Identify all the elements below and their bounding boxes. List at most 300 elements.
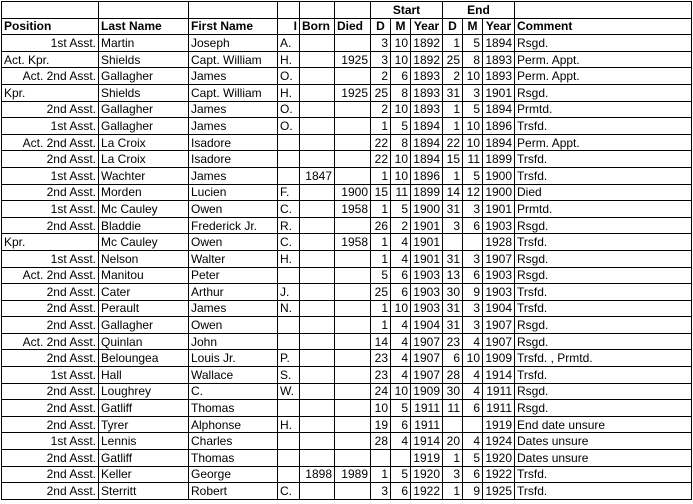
header-blank-cell <box>300 2 335 19</box>
start-month-cell: 10 <box>391 167 411 184</box>
start-day-cell: 25 <box>371 284 391 301</box>
start-day-cell: 5 <box>371 267 391 284</box>
comment-cell: Perm. Appt. <box>515 68 692 85</box>
last-name-cell: Wachter <box>99 167 189 184</box>
start-year-cell: 1904 <box>411 317 443 334</box>
end-day-cell: 1 <box>443 450 463 467</box>
last-name-cell: Mc Cauley <box>99 234 189 251</box>
end-day-cell <box>443 234 463 251</box>
table-row <box>2 201 692 218</box>
start-year-cell: 1894 <box>411 134 443 151</box>
comment-cell: Trsfd. <box>515 167 692 184</box>
end-day-cell: 20 <box>443 433 463 450</box>
last-name-cell: Nelson <box>99 250 189 267</box>
start-month-cell: 8 <box>391 84 411 101</box>
first-name-cell: Capt. William <box>189 51 278 68</box>
header-row <box>2 18 692 35</box>
start-month-cell: 5 <box>391 118 411 135</box>
start-day-cell: 14 <box>371 333 391 350</box>
start-day-cell: 1 <box>371 167 391 184</box>
comment-cell: Rsgd. <box>515 267 692 284</box>
initial-cell: C. <box>278 201 300 218</box>
comment-cell: Prmtd. <box>515 101 692 118</box>
end-year-cell: 1900 <box>483 184 515 201</box>
table-row <box>2 433 692 450</box>
comment-cell: End date unsure <box>515 416 692 433</box>
position-cell: 1st Asst. <box>2 35 99 52</box>
first-name-cell: Robert <box>189 483 278 500</box>
comment-cell: Prmtd. <box>515 201 692 218</box>
table-row <box>2 317 692 334</box>
end-day-cell: 14 <box>443 184 463 201</box>
start-month-header: M <box>391 18 411 35</box>
start-month-cell: 5 <box>391 466 411 483</box>
died-cell <box>335 217 371 234</box>
start-year-cell: 1893 <box>411 101 443 118</box>
died-cell <box>335 433 371 450</box>
start-month-cell: 4 <box>391 250 411 267</box>
end-month-cell: 8 <box>463 51 483 68</box>
died-header: Died <box>335 18 371 35</box>
header-blank-cell <box>278 2 300 19</box>
born-cell <box>300 333 335 350</box>
born-cell <box>300 201 335 218</box>
end-group-header: End <box>443 2 515 19</box>
position-cell: Act. Kpr. <box>2 51 99 68</box>
initial-cell: C. <box>278 234 300 251</box>
end-year-cell: 1911 <box>483 383 515 400</box>
comment-cell: Trsfd. <box>515 367 692 384</box>
end-year-cell: 1903 <box>483 284 515 301</box>
start-day-cell: 24 <box>371 383 391 400</box>
end-year-cell: 1914 <box>483 367 515 384</box>
table-row <box>2 250 692 267</box>
table-row <box>2 217 692 234</box>
table-row <box>2 383 692 400</box>
first-name-cell: James <box>189 300 278 317</box>
died-cell <box>335 267 371 284</box>
position-cell: 2nd Asst. <box>2 217 99 234</box>
start-year-cell: 1896 <box>411 167 443 184</box>
end-year-cell: 1911 <box>483 400 515 417</box>
last-name-cell: Hall <box>99 367 189 384</box>
end-year-cell: 1928 <box>483 234 515 251</box>
end-month-cell: 3 <box>463 300 483 317</box>
start-year-cell: 1894 <box>411 118 443 135</box>
table-row <box>2 367 692 384</box>
position-cell: 1st Asst. <box>2 118 99 135</box>
end-month-cell: 4 <box>463 367 483 384</box>
end-day-cell: 1 <box>443 118 463 135</box>
header-blank-cell <box>515 2 692 19</box>
end-day-cell: 15 <box>443 151 463 168</box>
first-name-cell: Louis Jr. <box>189 350 278 367</box>
end-year-cell: 1907 <box>483 250 515 267</box>
start-day-cell: 19 <box>371 416 391 433</box>
died-cell: 1925 <box>335 51 371 68</box>
position-cell: 1st Asst. <box>2 250 99 267</box>
end-day-header: D <box>443 18 463 35</box>
start-year-cell: 1922 <box>411 483 443 500</box>
position-cell: 2nd Asst. <box>2 300 99 317</box>
end-year-cell: 1919 <box>483 416 515 433</box>
end-month-cell: 12 <box>463 184 483 201</box>
table-header <box>2 2 692 35</box>
start-year-cell: 1894 <box>411 151 443 168</box>
died-cell: 1925 <box>335 84 371 101</box>
last-name-cell: Tyrer <box>99 416 189 433</box>
last-name-cell: Gatliff <box>99 400 189 417</box>
last-name-header: Last Name <box>99 18 189 35</box>
first-name-cell: Capt. William <box>189 84 278 101</box>
end-day-cell: 25 <box>443 51 463 68</box>
end-month-cell: 6 <box>463 466 483 483</box>
end-month-cell: 9 <box>463 483 483 500</box>
died-cell <box>335 483 371 500</box>
start-day-cell: 23 <box>371 350 391 367</box>
position-cell: 2nd Asst. <box>2 101 99 118</box>
first-name-cell: Wallace <box>189 367 278 384</box>
comment-cell: Trsfd. <box>515 234 692 251</box>
last-name-cell: La Croix <box>99 151 189 168</box>
start-year-cell: 1907 <box>411 333 443 350</box>
initial-cell: O. <box>278 101 300 118</box>
start-month-cell: 10 <box>391 35 411 52</box>
first-name-cell: Walter <box>189 250 278 267</box>
end-year-cell: 1899 <box>483 151 515 168</box>
start-year-cell: 1901 <box>411 250 443 267</box>
table-row <box>2 400 692 417</box>
end-month-cell <box>463 234 483 251</box>
first-name-cell: Owen <box>189 201 278 218</box>
start-month-cell: 2 <box>391 217 411 234</box>
died-cell <box>335 400 371 417</box>
first-name-cell: Owen <box>189 317 278 334</box>
end-day-cell: 31 <box>443 300 463 317</box>
end-month-cell: 10 <box>463 68 483 85</box>
start-month-cell: 10 <box>391 101 411 118</box>
start-month-cell: 4 <box>391 333 411 350</box>
comment-cell: Rsgd. <box>515 84 692 101</box>
end-month-cell <box>463 416 483 433</box>
position-cell: 2nd Asst. <box>2 350 99 367</box>
died-cell <box>335 101 371 118</box>
start-day-cell: 1 <box>371 250 391 267</box>
table-row <box>2 101 692 118</box>
end-day-cell: 6 <box>443 350 463 367</box>
position-cell: Act. 2nd Asst. <box>2 68 99 85</box>
last-name-cell: Martin <box>99 35 189 52</box>
end-day-cell: 28 <box>443 367 463 384</box>
first-name-cell: Arthur <box>189 284 278 301</box>
first-name-cell: Thomas <box>189 450 278 467</box>
born-cell <box>300 433 335 450</box>
initial-cell <box>278 450 300 467</box>
position-cell: 2nd Asst. <box>2 466 99 483</box>
died-cell <box>335 300 371 317</box>
initial-cell: N. <box>278 300 300 317</box>
start-month-cell: 4 <box>391 433 411 450</box>
table-row <box>2 184 692 201</box>
first-name-cell: James <box>189 167 278 184</box>
end-month-cell: 3 <box>463 201 483 218</box>
last-name-cell: Beloungea <box>99 350 189 367</box>
start-day-header: D <box>371 18 391 35</box>
died-cell <box>335 416 371 433</box>
comment-cell: Died <box>515 184 692 201</box>
first-name-cell: Isadore <box>189 134 278 151</box>
end-month-cell: 5 <box>463 450 483 467</box>
last-name-cell: Keller <box>99 466 189 483</box>
end-day-cell: 30 <box>443 383 463 400</box>
position-cell: 2nd Asst. <box>2 400 99 417</box>
last-name-cell: Gallagher <box>99 118 189 135</box>
end-month-cell: 5 <box>463 101 483 118</box>
last-name-cell: Gallagher <box>99 317 189 334</box>
comment-cell: Rsgd. <box>515 400 692 417</box>
start-month-cell: 5 <box>391 400 411 417</box>
start-month-cell: 6 <box>391 267 411 284</box>
end-month-cell: 5 <box>463 35 483 52</box>
comment-cell: Rsgd. <box>515 383 692 400</box>
table-row <box>2 118 692 135</box>
initial-cell: P. <box>278 350 300 367</box>
died-cell <box>335 167 371 184</box>
position-cell: Kpr. <box>2 234 99 251</box>
first-name-cell: Joseph <box>189 35 278 52</box>
end-day-cell: 13 <box>443 267 463 284</box>
last-name-cell: Morden <box>99 184 189 201</box>
header-blank-cell <box>335 2 371 19</box>
position-cell: 1st Asst. <box>2 433 99 450</box>
start-year-cell: 1909 <box>411 383 443 400</box>
born-cell <box>300 217 335 234</box>
born-cell <box>300 483 335 500</box>
comment-cell: Rsgd. <box>515 35 692 52</box>
end-day-cell: 2 <box>443 68 463 85</box>
initial-cell: H. <box>278 51 300 68</box>
header-blank-cell <box>2 2 99 19</box>
initial-cell: J. <box>278 284 300 301</box>
first-name-cell: Alphonse <box>189 416 278 433</box>
start-day-cell: 15 <box>371 184 391 201</box>
end-month-header: M <box>463 18 483 35</box>
initial-cell: A. <box>278 35 300 52</box>
position-cell: 1st Asst. <box>2 167 99 184</box>
first-name-cell: Thomas <box>189 400 278 417</box>
end-year-cell: 1903 <box>483 267 515 284</box>
end-month-cell: 9 <box>463 284 483 301</box>
start-day-cell: 28 <box>371 433 391 450</box>
initial-cell <box>278 466 300 483</box>
start-day-cell: 22 <box>371 134 391 151</box>
died-cell <box>335 367 371 384</box>
table-row <box>2 151 692 168</box>
start-year-cell: 1903 <box>411 300 443 317</box>
start-day-cell: 22 <box>371 151 391 168</box>
initial-cell: H. <box>278 416 300 433</box>
table-row <box>2 51 692 68</box>
start-day-cell: 1 <box>371 118 391 135</box>
comment-cell: Trsfd. <box>515 151 692 168</box>
start-day-cell: 1 <box>371 234 391 251</box>
position-cell: 1st Asst. <box>2 367 99 384</box>
end-month-cell: 10 <box>463 134 483 151</box>
start-day-cell: 25 <box>371 84 391 101</box>
end-year-cell: 1893 <box>483 68 515 85</box>
end-day-cell: 1 <box>443 167 463 184</box>
start-year-cell: 1901 <box>411 217 443 234</box>
last-name-cell: Sterritt <box>99 483 189 500</box>
first-name-cell: Owen <box>189 234 278 251</box>
died-cell <box>335 68 371 85</box>
table-row <box>2 68 692 85</box>
end-month-cell: 4 <box>463 383 483 400</box>
start-year-cell: 1919 <box>411 450 443 467</box>
born-cell <box>300 35 335 52</box>
born-cell <box>300 51 335 68</box>
header-blank-cell <box>189 2 278 19</box>
start-year-cell: 1911 <box>411 416 443 433</box>
died-cell <box>335 450 371 467</box>
born-cell <box>300 416 335 433</box>
died-cell: 1900 <box>335 184 371 201</box>
last-name-cell: Manitou <box>99 267 189 284</box>
end-year-cell: 1909 <box>483 350 515 367</box>
table-row <box>2 416 692 433</box>
first-name-cell: George <box>189 466 278 483</box>
first-name-cell: James <box>189 68 278 85</box>
comment-cell: Dates unsure <box>515 450 692 467</box>
initial-cell: W. <box>278 383 300 400</box>
first-name-cell: Lucien <box>189 184 278 201</box>
died-cell <box>335 134 371 151</box>
position-header: Position <box>2 18 99 35</box>
initial-cell: F. <box>278 184 300 201</box>
end-day-cell: 31 <box>443 84 463 101</box>
comment-cell: Trsfd. <box>515 300 692 317</box>
table-row <box>2 333 692 350</box>
born-cell <box>300 267 335 284</box>
end-month-cell: 11 <box>463 151 483 168</box>
start-year-cell: 1893 <box>411 84 443 101</box>
end-year-cell: 1896 <box>483 118 515 135</box>
last-name-cell: Bladdie <box>99 217 189 234</box>
initial-cell: C. <box>278 483 300 500</box>
end-day-cell: 1 <box>443 35 463 52</box>
last-name-cell: Loughrey <box>99 383 189 400</box>
initial-cell <box>278 134 300 151</box>
last-name-cell: Shields <box>99 51 189 68</box>
comment-cell: Trsfd. <box>515 466 692 483</box>
end-month-cell: 3 <box>463 250 483 267</box>
end-day-cell: 3 <box>443 217 463 234</box>
comment-cell: Rsgd. <box>515 250 692 267</box>
end-year-cell: 1907 <box>483 333 515 350</box>
end-month-cell: 4 <box>463 433 483 450</box>
start-year-cell: 1907 <box>411 367 443 384</box>
position-cell: Kpr. <box>2 84 99 101</box>
last-name-cell: Perault <box>99 300 189 317</box>
header-blank-cell <box>99 2 189 19</box>
table-row <box>2 267 692 284</box>
born-cell: 1898 <box>300 466 335 483</box>
end-day-cell: 1 <box>443 101 463 118</box>
died-cell <box>335 284 371 301</box>
table-row <box>2 483 692 500</box>
last-name-cell: Shields <box>99 84 189 101</box>
comment-cell: Trsfd. <box>515 483 692 500</box>
start-month-cell: 10 <box>391 383 411 400</box>
last-name-cell: Gallagher <box>99 68 189 85</box>
died-cell <box>335 333 371 350</box>
born-cell: 1847 <box>300 167 335 184</box>
start-day-cell <box>371 450 391 467</box>
born-cell <box>300 250 335 267</box>
last-name-cell: Gatliff <box>99 450 189 467</box>
died-cell <box>335 250 371 267</box>
start-month-cell <box>391 450 411 467</box>
end-day-cell: 3 <box>443 466 463 483</box>
start-year-cell: 1899 <box>411 184 443 201</box>
end-year-cell: 1901 <box>483 84 515 101</box>
died-cell: 1989 <box>335 466 371 483</box>
table-row <box>2 234 692 251</box>
start-month-cell: 10 <box>391 51 411 68</box>
position-cell: Act. 2nd Asst. <box>2 267 99 284</box>
died-cell: 1958 <box>335 201 371 218</box>
initial-cell <box>278 151 300 168</box>
start-month-cell: 6 <box>391 483 411 500</box>
born-cell <box>300 134 335 151</box>
first-name-cell: Charles <box>189 433 278 450</box>
end-month-cell: 6 <box>463 217 483 234</box>
table-row <box>2 350 692 367</box>
start-day-cell: 3 <box>371 483 391 500</box>
position-cell: 2nd Asst. <box>2 151 99 168</box>
start-month-cell: 11 <box>391 184 411 201</box>
start-day-cell: 1 <box>371 317 391 334</box>
last-name-cell: Lennis <box>99 433 189 450</box>
comment-cell: Rsgd. <box>515 333 692 350</box>
start-year-cell: 1892 <box>411 51 443 68</box>
table-row <box>2 167 692 184</box>
end-year-cell: 1924 <box>483 433 515 450</box>
end-year-cell: 1922 <box>483 466 515 483</box>
position-cell: 2nd Asst. <box>2 317 99 334</box>
initial-cell <box>278 167 300 184</box>
start-day-cell: 3 <box>371 35 391 52</box>
start-year-header: Year <box>411 18 443 35</box>
initial-cell <box>278 317 300 334</box>
start-year-cell: 1903 <box>411 267 443 284</box>
comment-cell: Dates unsure <box>515 433 692 450</box>
start-year-cell: 1920 <box>411 466 443 483</box>
end-day-cell: 1 <box>443 483 463 500</box>
start-group-header: Start <box>371 2 443 19</box>
table-row <box>2 35 692 52</box>
start-year-cell: 1911 <box>411 400 443 417</box>
start-day-cell: 3 <box>371 51 391 68</box>
end-month-cell: 10 <box>463 350 483 367</box>
start-month-cell: 4 <box>391 234 411 251</box>
end-month-cell: 5 <box>463 167 483 184</box>
first-name-cell: C. <box>189 383 278 400</box>
start-year-cell: 1893 <box>411 68 443 85</box>
end-month-cell: 3 <box>463 84 483 101</box>
first-name-cell: James <box>189 118 278 135</box>
table-body <box>2 35 692 500</box>
